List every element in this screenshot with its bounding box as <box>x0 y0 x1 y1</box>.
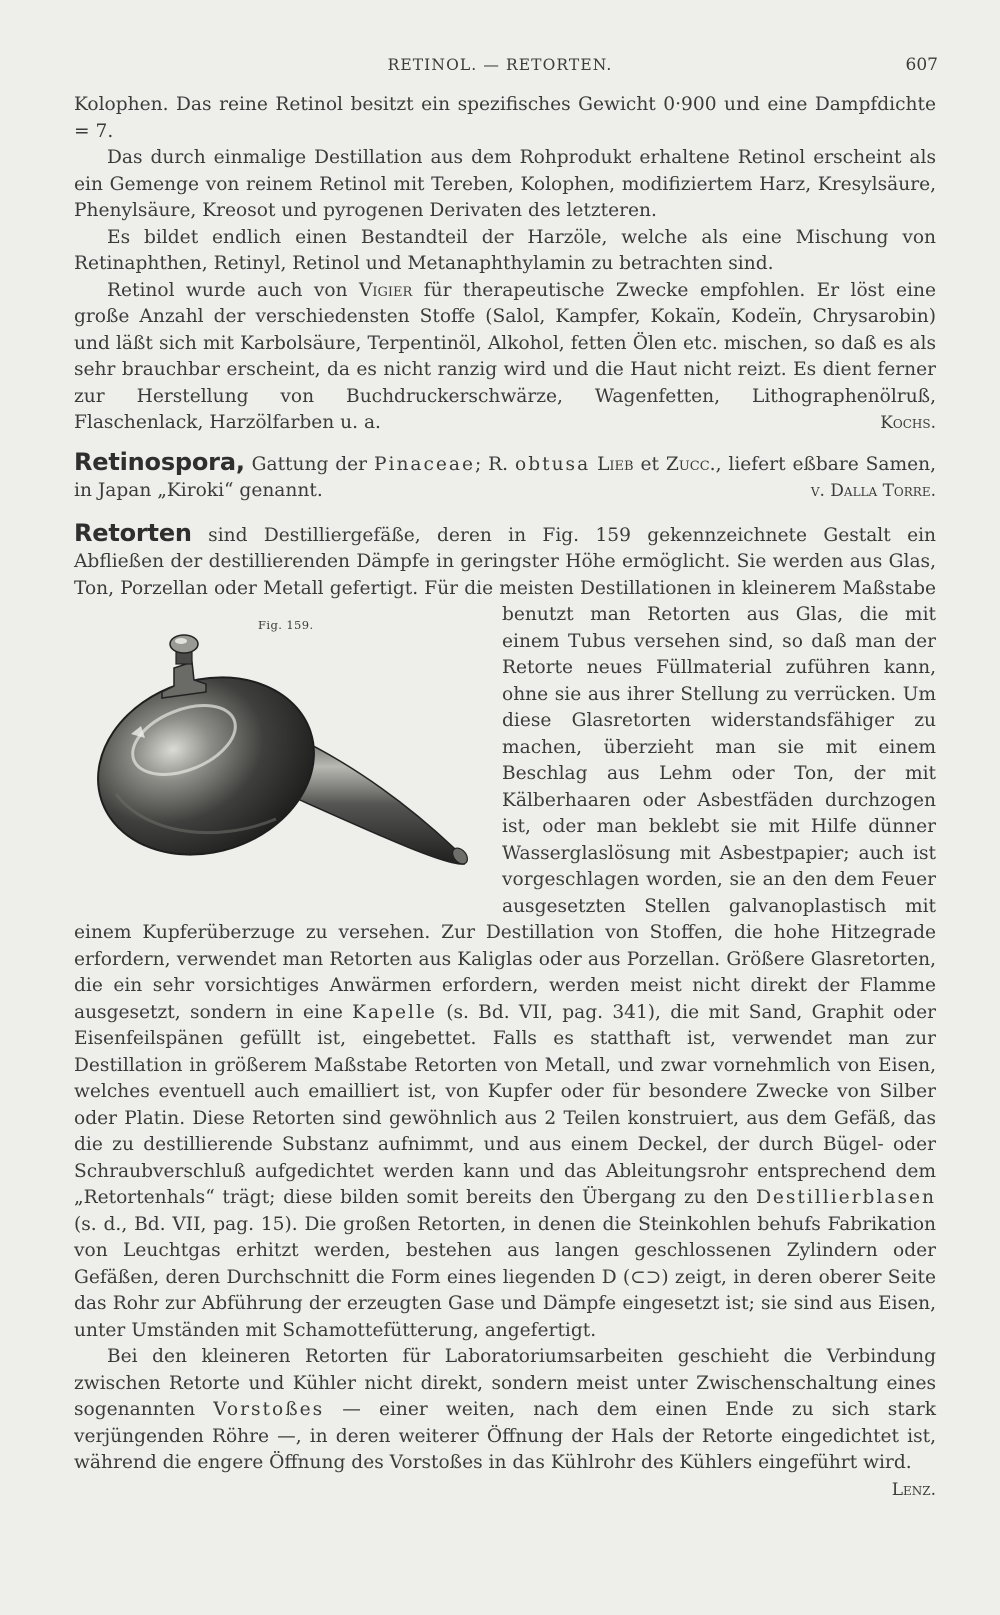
headword-retorten: Retorten <box>74 518 192 547</box>
retorten-paragraph-2 <box>74 1344 936 1500</box>
term-kapelle: Kapelle <box>352 1001 437 1023</box>
page-number: 607 <box>905 55 938 75</box>
retinospora-text-4: , liefert eßbare Samen, in Japan „Kiroki“ genannt. <box>74 453 936 501</box>
retorten-destillier-ref: (s. d., Bd. VII, pag. 15). Die großen Retorten, in denen die Steinkohlen behufs Fabrikation von Leuchtgas erhitzt werden, bestehen aus langen geschlossenen Zylindern oder Gefäßen, deren Durchschnitt die Form eines liegenden D ( <box>74 1213 936 1288</box>
signature-dalla-torre: v. Dalla Torre. <box>810 481 936 501</box>
d-shape-symbol: ⊂⊃ <box>630 1266 662 1288</box>
retinol-paragraph-4 <box>74 278 936 437</box>
retorten-paragraph-1 <box>74 520 936 1345</box>
retinol-paragraph-2: Das durch einmalige Destillation aus dem Rohprodukt erhaltene Retinol erscheint als ein Gemenge von reinem Retinol mit Tereben, Kolophen, modifiziertem Harz, Kresylsäure, Phenylsäure, Kreosot und pyrogenen Derivaten des letzteren. <box>74 147 936 221</box>
signature-lenz: Lenz. <box>891 1479 936 1500</box>
signature-kochs: Kochs. <box>880 413 936 433</box>
retinol-p4-after: für therapeutische Zwecke empfohlen. Er löst eine große Anzahl der verschiedensten Stoffe (Salol, Kampfer, Kokaïn, Kodeïn, Chrysarobin) und läßt sich mit Karbolsäure, Terpentinöl, Alkohol, fetten Ölen etc. mischen, so daß es als sehr brauchbar erscheint, da es nicht ranzig wird und die Haut nicht reizt. Es dient ferner zur Herstellung von Buchdruckerschwärze, Wagenfetten, Lithographenölruß, Flaschenlack, Harzölfarben u. a. <box>74 279 936 433</box>
retinospora-species: obtusa <box>515 453 591 475</box>
retorten-intro-rest: die mit einem Tubus versehen sind, so daß man der Retorte neues Füllmaterial zuführen kann, ohne sie aus ihrer Stellung zu verrücken. Um diese Glasretorten widerstandsfähiger zu machen, überzieht man sie mit einem Beschlag aus Lehm oder Ton, der mit Kälberhaaren oder Asbestfäden durchzogen ist, oder man beklebt sie mit Hilfe dünner Wasserglaslösung mit Asbestpapier; auch ist vorgeschlagen worden, sie an den dem Feuer ausgesetzten Stellen galvanoplastisch mit einem Kupferüberzuge zu versehen. Zur Destillation von Stoffen, die hohe Hitzegrade erfordern, verwendet man Retorten aus Kaliglas oder aus Porzellan. Größere Glasretorten, die ein sehr vorsichtiges Anwärmen erfordern, werden meist nicht direkt der Flamme ausgesetzt, sondern in eine <box>74 604 936 1023</box>
main-text <box>74 92 936 1503</box>
figure-159 <box>74 602 490 916</box>
term-vorstoss: Vorstoßes <box>213 1399 325 1420</box>
retorten-kapelle-ref: (s. Bd. VII, pag. 341), die mit Sand, Graphit oder Eisenfeilspänen gefüllt ist, eingebettet. Falls es statthaft ist, verwendet man zur Destillation in größerem Maßstabe Retorten von Metall, und zwar vornehmlich von Eisen, welches eventuell auch emailliert ist, von Kupfer oder für besondere Zwecke von Silber oder Platin. Diese Retorten sind gewöhnlich aus 2 Teilen konstruiert, aus dem Gefäß, das die zu destillierende Substanz aufnimmt, und aus einem Deckel, der durch Bügel- oder Schraubverschluß aufgedichtet werden kann und das Ableitungsrohr entsprechend dem „Retortenhals“ trägt; diese bilden somit bereits den Übergang zu den <box>74 1001 936 1208</box>
headword-retinospora: Retinospora, <box>74 447 245 476</box>
retort-illustration-icon <box>76 634 486 916</box>
retorten-p2-before: Bei den kleineren Retorten für Laboratoriumsarbeiten geschieht die Verbindung zwischen Retorte und Kühler nicht direkt, sondern meist unter Zwischenschaltung eines sogenannten <box>74 1346 936 1420</box>
figure-caption: Fig. 159. <box>258 618 314 632</box>
retinol-p4-before: Retinol wurde auch von <box>107 279 348 301</box>
author-vigier: Vigier <box>358 279 413 301</box>
retinospora-text-1: Gattung der <box>251 453 368 475</box>
retorten-d-after: ) zeigt, in deren oberer Seite das Rohr zur Abführung der erzeugten Gase und Dämpfe eingesetzt ist; sie sind aus Eisen, unter Umständen mit Schamottefütterung, angefertigt. <box>74 1266 936 1341</box>
entry-retinospora <box>74 449 936 505</box>
retinol-paragraph-3: Es bildet endlich einen Bestandteil der Harzöle, welche als eine Mischung von Retinaphthen, Retinyl, Retinol und Metanaphthylamin zu betrachten sind. <box>74 226 936 274</box>
entry-retorten <box>74 518 936 1500</box>
running-head: RETINOL. — RETORTEN. <box>387 56 613 74</box>
page-header <box>0 52 1000 76</box>
retinospora-family: Pinaceae <box>373 453 476 475</box>
retinospora-text-2: ; R. <box>475 453 509 475</box>
retorten-p2-after: — einer weiten, nach dem einen Ende zu sich stark verjüngenden Röhre —, in deren weiterer Öffnung der Hals der Retorte eingedichtet ist, während die engere Öffnung des Vorstoßes in das Kühlrohr des Kühlers eingeführt wird. <box>74 1399 936 1473</box>
retorten-intro-start: sind Destilliergefäße, deren in Fig. 159 gekennzeichnete Gestalt ein Abfließen der destillierenden Dämpfe in geringster Höhe ermöglicht. Sie werden aus Glas, Ton, Porzellan oder Metall gefertigt. Für die meisten Destillationen in kleinerem Maßstabe benutzt man Retorten aus Glas, <box>74 524 936 625</box>
author-zucc: Zucc. <box>665 453 716 475</box>
retinospora-text-3: et <box>640 453 659 475</box>
retinol-paragraph-1: Kolophen. Das reine Retinol besitzt ein spezifisches Gewicht 0·900 und eine Dampfdichte = 7. <box>74 94 936 142</box>
term-destillierblasen: Destillierblasen <box>755 1187 936 1208</box>
author-lieb: Lieb <box>597 453 634 475</box>
